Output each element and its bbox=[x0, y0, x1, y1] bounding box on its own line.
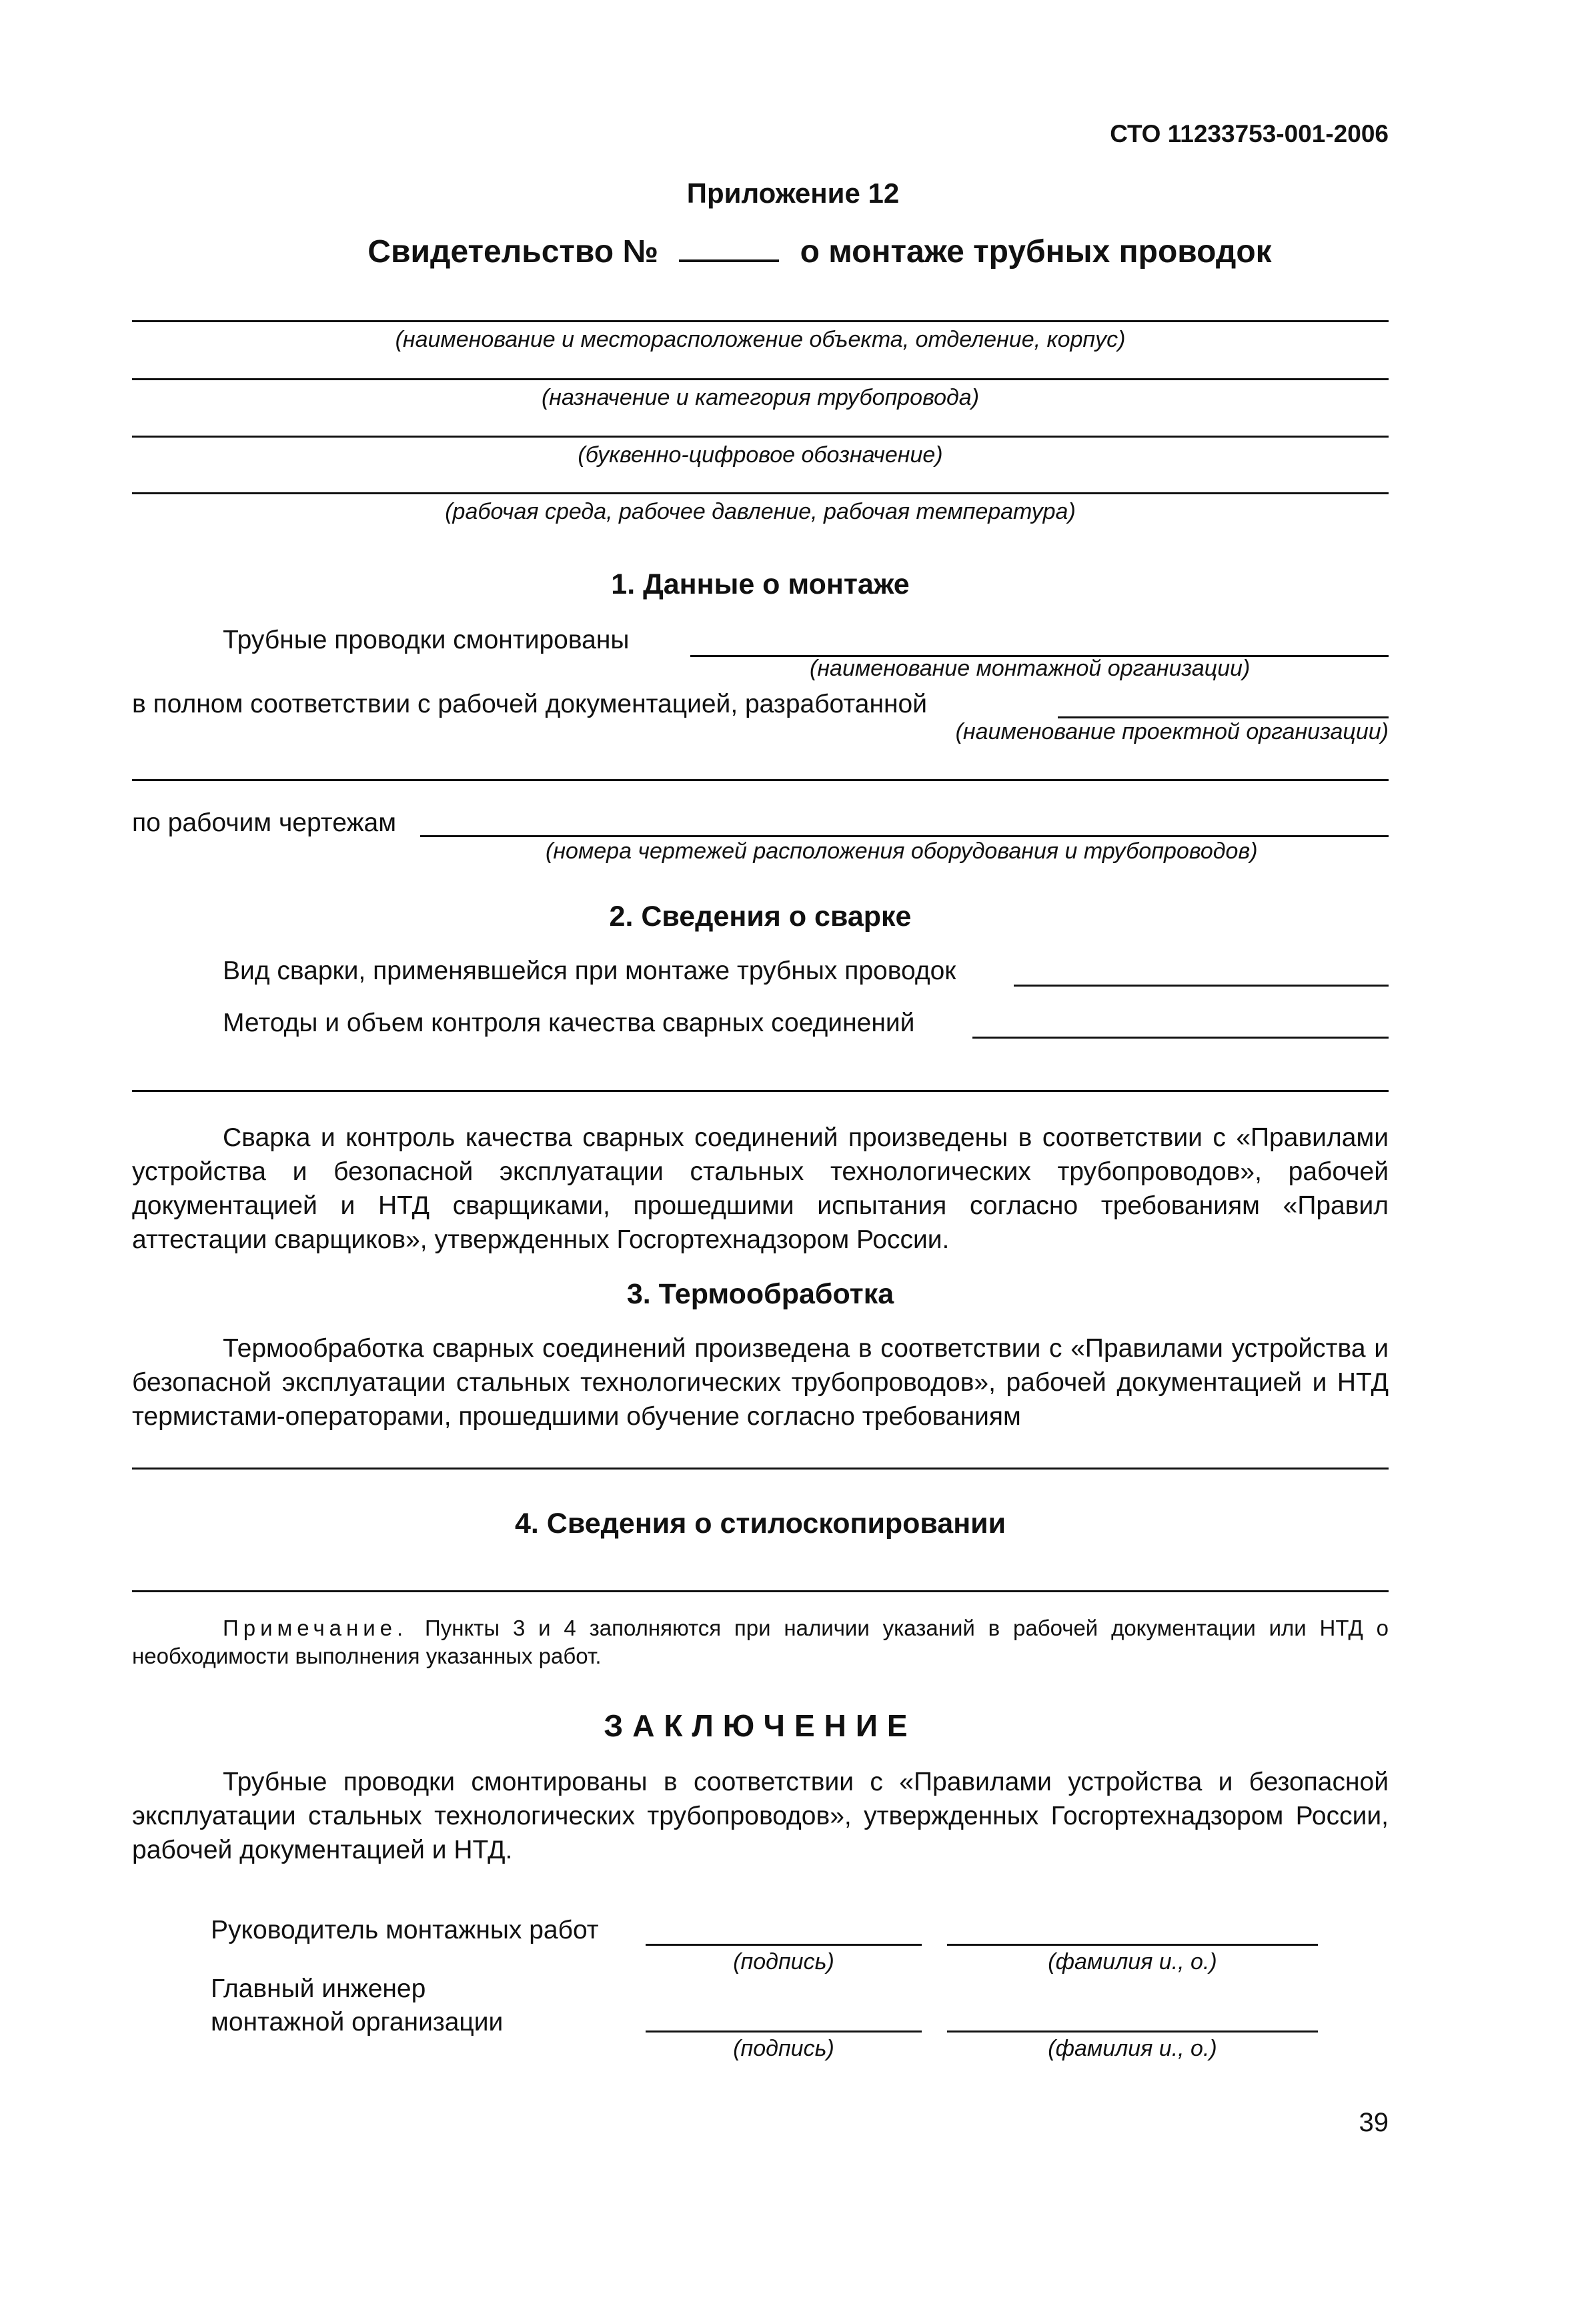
note-label: Примечание. bbox=[223, 1616, 408, 1640]
drawings-caption: (номера чертежей расположения оборудования и трубопроводов) bbox=[546, 838, 1258, 864]
control-line-2 bbox=[132, 1090, 1389, 1092]
drawings-label: по рабочим чертежам bbox=[132, 808, 397, 837]
chief-label-line2: монтажной организации bbox=[211, 2008, 504, 2037]
title-prefix: Свидетельство № bbox=[367, 234, 658, 269]
weld-type-line bbox=[1014, 985, 1389, 987]
medium-caption: (рабочая среда, рабочее давление, рабочая температура) bbox=[445, 499, 1076, 524]
manager-name-line bbox=[947, 1944, 1318, 1946]
section2-heading: 2. Сведения о сварке bbox=[609, 901, 912, 933]
title-suffix: о монтаже трубных проводок bbox=[800, 234, 1272, 269]
manager-signature-caption: (подпись) bbox=[733, 1949, 834, 1974]
manager-signature-line bbox=[646, 1944, 922, 1946]
mounted-label: Трубные проводки смонтированы bbox=[223, 626, 630, 654]
object-line bbox=[132, 320, 1389, 322]
page-number: 39 bbox=[1359, 2108, 1389, 2137]
section1-heading: 1. Данные о монтаже bbox=[611, 568, 910, 600]
section4-heading: 4. Сведения о стилоскопировании bbox=[514, 1508, 1006, 1540]
mounting-org-caption: (наименование монтажной организации) bbox=[810, 656, 1251, 681]
compliance-label: в полном соответствии с рабочей документацией, разработанной bbox=[132, 690, 928, 718]
conclusion-paragraph: Трубные проводки смонтированы в соответствии с «Правилами устройства и безопасной эксплуатации стальных технологических трубопроводов», утвержденных Госгортехнадзором России, рабочей документацией и НТД. bbox=[132, 1768, 1389, 1864]
purpose-caption: (назначение и категория трубопровода) bbox=[541, 385, 980, 410]
manager-name-caption: (фамилия и., о.) bbox=[1048, 1949, 1217, 1974]
note-text: Пункты 3 и 4 заполняются при наличии указаний в рабочей документации или НТД о необходимости выполнения указанных работ. bbox=[132, 1616, 1389, 1668]
chief-name-caption: (фамилия и., о.) bbox=[1048, 2036, 1217, 2061]
chief-signature-line bbox=[646, 2030, 922, 2032]
medium-line bbox=[132, 492, 1389, 494]
chief-name-line bbox=[947, 2030, 1318, 2032]
chief-signature-caption: (подпись) bbox=[733, 2036, 834, 2061]
welding-paragraph: Сварка и контроль качества сварных соединений произведены в соответствии с «Правилами устройства и безопасной эксплуатации стальных технологических трубопроводов», рабочей документацией и НТД сварщиками, прошедшими испытания согласно требованиям «Правил аттестации сварщиков», утвержденных Госгортехнадзором России. bbox=[132, 1123, 1389, 1254]
control-label: Методы и объем контроля качества сварных соединений bbox=[223, 1009, 915, 1037]
purpose-line bbox=[132, 378, 1389, 380]
conclusion-heading: ЗАКЛЮЧЕНИЕ bbox=[604, 1708, 917, 1743]
object-caption: (наименование и месторасположение объекта, отделение, корпус) bbox=[395, 327, 1126, 352]
appendix-label: Приложение 12 bbox=[686, 177, 900, 209]
certificate-number-blank bbox=[679, 235, 779, 262]
weld-type-label: Вид сварки, применявшейся при монтаже трубных проводок bbox=[223, 957, 956, 985]
drawings-line bbox=[420, 835, 1389, 837]
design-org-line bbox=[1058, 716, 1389, 718]
heat-treatment-paragraph: Термообработка сварных соединений произведена в соответствии с «Правилами устройства и безопасной эксплуатации стальных технологических трубопроводов», рабочей документацией и НТД термистами-операторами, прошедшими обучение согласно требованиям bbox=[132, 1334, 1389, 1431]
heat-treatment-line bbox=[132, 1468, 1389, 1470]
designation-line bbox=[132, 436, 1389, 438]
design-org-line-2 bbox=[132, 779, 1389, 781]
styloscopy-line bbox=[132, 1590, 1389, 1592]
chief-label-line1: Главный инженер bbox=[211, 1974, 426, 2003]
document-title bbox=[0, 233, 1586, 270]
designation-caption: (буквенно-цифровое обозначение) bbox=[578, 442, 943, 468]
control-line bbox=[972, 1037, 1389, 1039]
manager-label: Руководитель монтажных работ bbox=[211, 1916, 599, 1944]
note bbox=[132, 1614, 1389, 1670]
section3-heading: 3. Термообработка bbox=[626, 1278, 894, 1310]
document-code: СТО 11233753-001-2006 bbox=[1110, 120, 1389, 147]
design-org-caption: (наименование проектной организации) bbox=[955, 719, 1389, 744]
